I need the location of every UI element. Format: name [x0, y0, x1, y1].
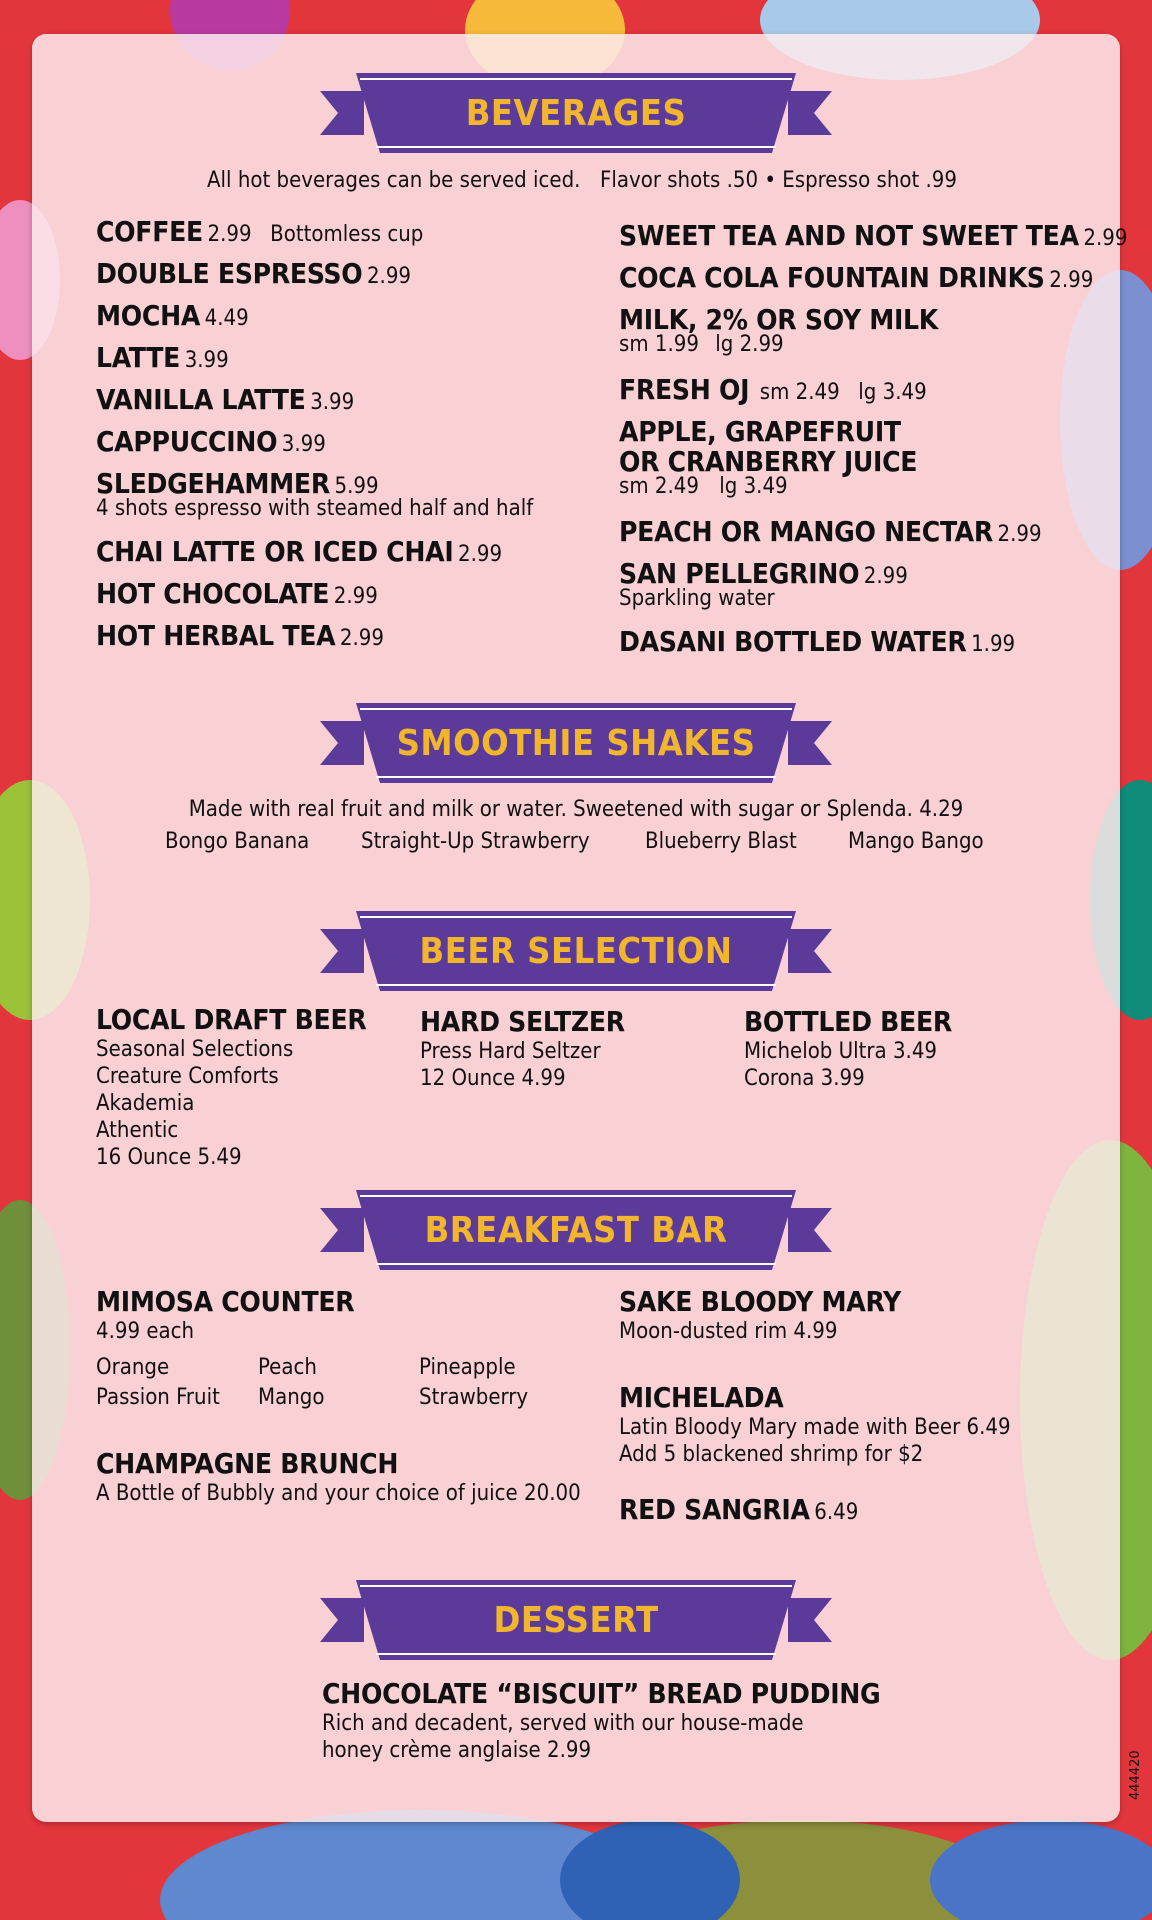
item-name: PEACH OR MANGO NECTAR [619, 515, 993, 548]
beer-banner [320, 911, 832, 991]
item-price: 1.99 [971, 632, 1016, 657]
smoothie-flavor-2: Straight-Up Strawberry [361, 829, 590, 854]
item-price: 3.99 [184, 348, 229, 373]
menu-item-coffee [96, 216, 423, 248]
breakfast-mimosa [96, 1286, 354, 1345]
item-name-line2: OR CRANBERRY JUICE [619, 445, 918, 479]
item-price: 2.99 [1083, 226, 1128, 251]
item-price: 3.99 [310, 390, 355, 415]
smoothies-title: SMOOTHIE SHAKES [396, 722, 756, 764]
menu-item-cappuccino [96, 426, 326, 458]
menu-item-double-espresso [96, 258, 411, 290]
breakfast-michelada [619, 1382, 1011, 1468]
breakfast-title: BREAKFAST BAR [424, 1209, 728, 1251]
item-price: 2.99 [333, 584, 378, 609]
item-name: CHOCOLATE “BISCUIT” BREAD PUDDING [322, 1677, 881, 1710]
beverages-title: BEVERAGES [465, 92, 687, 134]
item-name: HOT HERBAL TEA [96, 619, 336, 652]
item-name: CHAMPAGNE BRUNCH [96, 1447, 399, 1480]
item-name: MIMOSA COUNTER [96, 1285, 355, 1318]
item-desc: Sparkling water [619, 586, 775, 612]
mimosa-flavor: Mango [258, 1385, 325, 1410]
item-price-large: lg 3.49 [719, 474, 788, 500]
item-name: MILK, 2% OR SOY MILK [619, 303, 939, 336]
item-name: SAKE BLOODY MARY [619, 1285, 901, 1318]
dessert-bread-pudding [322, 1678, 880, 1764]
item-price: 6.49 [814, 1500, 859, 1525]
menu-item-chai-latte [96, 536, 502, 568]
mimosa-flavor: Passion Fruit [96, 1385, 220, 1410]
menu-item-hot-herbal-tea [96, 620, 384, 652]
breakfast-banner [320, 1190, 832, 1270]
item-price-small: sm 1.99 [619, 332, 699, 358]
mimosa-flavor: Strawberry [419, 1385, 529, 1410]
item-name: LOCAL DRAFT BEER [96, 1003, 367, 1036]
beer-hard-seltzer [420, 1006, 625, 1092]
item-name: MOCHA [96, 299, 201, 332]
item-name: CHAI LATTE OR ICED CHAI [96, 535, 454, 568]
item-price: 2.99 [207, 222, 252, 247]
item-desc: 4 shots espresso with steamed half and half [96, 496, 534, 522]
item-sub: 4.99 each [96, 1319, 195, 1345]
item-name: FRESH OJ [619, 373, 750, 406]
beverages-note-left: All hot beverages can be served iced. [207, 168, 581, 193]
beer-line: Creature Comforts [96, 1064, 279, 1090]
item-desc: Latin Bloody Mary made with Beer 6.49 [619, 1415, 1011, 1441]
smoothie-flavor-4: Mango Bango [848, 829, 984, 854]
item-price: 2.99 [339, 626, 384, 651]
menu-item-coca-cola [619, 262, 1093, 294]
item-price: 2.99 [366, 264, 412, 289]
menu-item-sledgehammer [96, 468, 533, 521]
beer-bottled [744, 1006, 952, 1092]
beverages-note-right: Flavor shots .50 • Espresso shot .99 [600, 168, 957, 193]
menu-item-hot-chocolate [96, 578, 378, 610]
beer-line: 16 Ounce 5.49 [96, 1145, 242, 1171]
dessert-banner [320, 1580, 832, 1660]
item-name: LATTE [96, 341, 181, 374]
dessert-title: DESSERT [493, 1599, 659, 1641]
beer-line: Seasonal Selections [96, 1037, 294, 1063]
menu-item-juice [619, 416, 917, 500]
beer-local-draft [96, 1004, 366, 1171]
item-name: RED SANGRIA [619, 1493, 810, 1526]
beer-line: Corona 3.99 [744, 1066, 865, 1092]
item-name-line1: APPLE, GRAPEFRUIT [619, 415, 901, 448]
breakfast-red-sangria [619, 1494, 858, 1526]
item-name: COCA COLA FOUNTAIN DRINKS [619, 261, 1045, 294]
breakfast-champagne [96, 1448, 581, 1507]
item-name: DASANI BOTTLED WATER [619, 625, 967, 658]
item-price-large: lg 2.99 [715, 332, 784, 358]
menu-code: 444420 [1128, 1750, 1143, 1800]
breakfast-sake-bloody-mary [619, 1286, 901, 1345]
item-name: DOUBLE ESPRESSO [96, 257, 363, 290]
item-name: SLEDGEHAMMER [96, 467, 330, 500]
beer-line: 12 Ounce 4.99 [420, 1066, 566, 1092]
menu-item-latte [96, 342, 229, 374]
item-desc: Bottomless cup [270, 222, 424, 247]
beer-line: Michelob Ultra 3.49 [744, 1039, 937, 1065]
beer-line: Athentic [96, 1118, 179, 1144]
item-name: HARD SELTZER [420, 1005, 625, 1038]
mimosa-flavor: Pineapple [419, 1355, 516, 1380]
item-name: CAPPUCCINO [96, 425, 278, 458]
menu-item-nectar [619, 516, 1042, 548]
item-desc: honey crème anglaise 2.99 [322, 1738, 592, 1764]
item-desc: A Bottle of Bubbly and your choice of juice 20.00 [96, 1481, 581, 1507]
item-desc: Moon-dusted rim 4.99 [619, 1319, 838, 1345]
item-price: 2.99 [457, 542, 503, 567]
menu-item-milk [619, 304, 938, 357]
menu-item-dasani [619, 626, 1015, 658]
menu-item-sweet-tea [619, 220, 1127, 252]
menu-item-mocha [96, 300, 249, 332]
beverages-banner [320, 73, 832, 153]
item-price: 3.99 [281, 432, 326, 457]
item-desc: Rich and decadent, served with our house-made [322, 1711, 804, 1737]
beer-line: Akademia [96, 1091, 195, 1117]
smoothies-note: Made with real fruit and milk or water. Sweetened with sugar or Splenda. 4.29 [188, 797, 964, 822]
mimosa-flavor: Orange [96, 1355, 170, 1380]
item-name: VANILLA LATTE [96, 383, 306, 416]
beer-line: Press Hard Seltzer [420, 1039, 601, 1065]
item-price-large: lg 3.49 [858, 380, 927, 405]
item-name: HOT CHOCOLATE [96, 577, 330, 610]
item-price: 2.99 [1049, 268, 1094, 293]
menu-item-vanilla-latte [96, 384, 354, 416]
menu-item-san-pellegrino [619, 558, 908, 611]
smoothie-flavor-3: Blueberry Blast [645, 829, 797, 854]
item-name: SAN PELLEGRINO [619, 557, 860, 590]
smoothie-flavor-1: Bongo Banana [165, 829, 310, 854]
item-price-small: sm 2.49 [619, 474, 699, 500]
item-price: 2.99 [863, 564, 908, 589]
menu-item-fresh-oj [619, 374, 927, 406]
item-price: 2.99 [997, 522, 1042, 547]
item-name: BOTTLED BEER [744, 1005, 952, 1038]
smoothies-banner [320, 703, 832, 783]
item-price: 5.99 [334, 474, 379, 499]
item-price-small: sm 2.49 [759, 380, 840, 405]
item-name: SWEET TEA AND NOT SWEET TEA [619, 219, 1079, 252]
item-price: 4.49 [204, 306, 249, 331]
mimosa-flavor: Peach [258, 1355, 317, 1380]
item-name: COFFEE [96, 215, 203, 248]
beer-title: BEER SELECTION [419, 930, 733, 972]
item-name: MICHELADA [619, 1381, 784, 1414]
item-desc: Add 5 blackened shrimp for $2 [619, 1442, 924, 1468]
